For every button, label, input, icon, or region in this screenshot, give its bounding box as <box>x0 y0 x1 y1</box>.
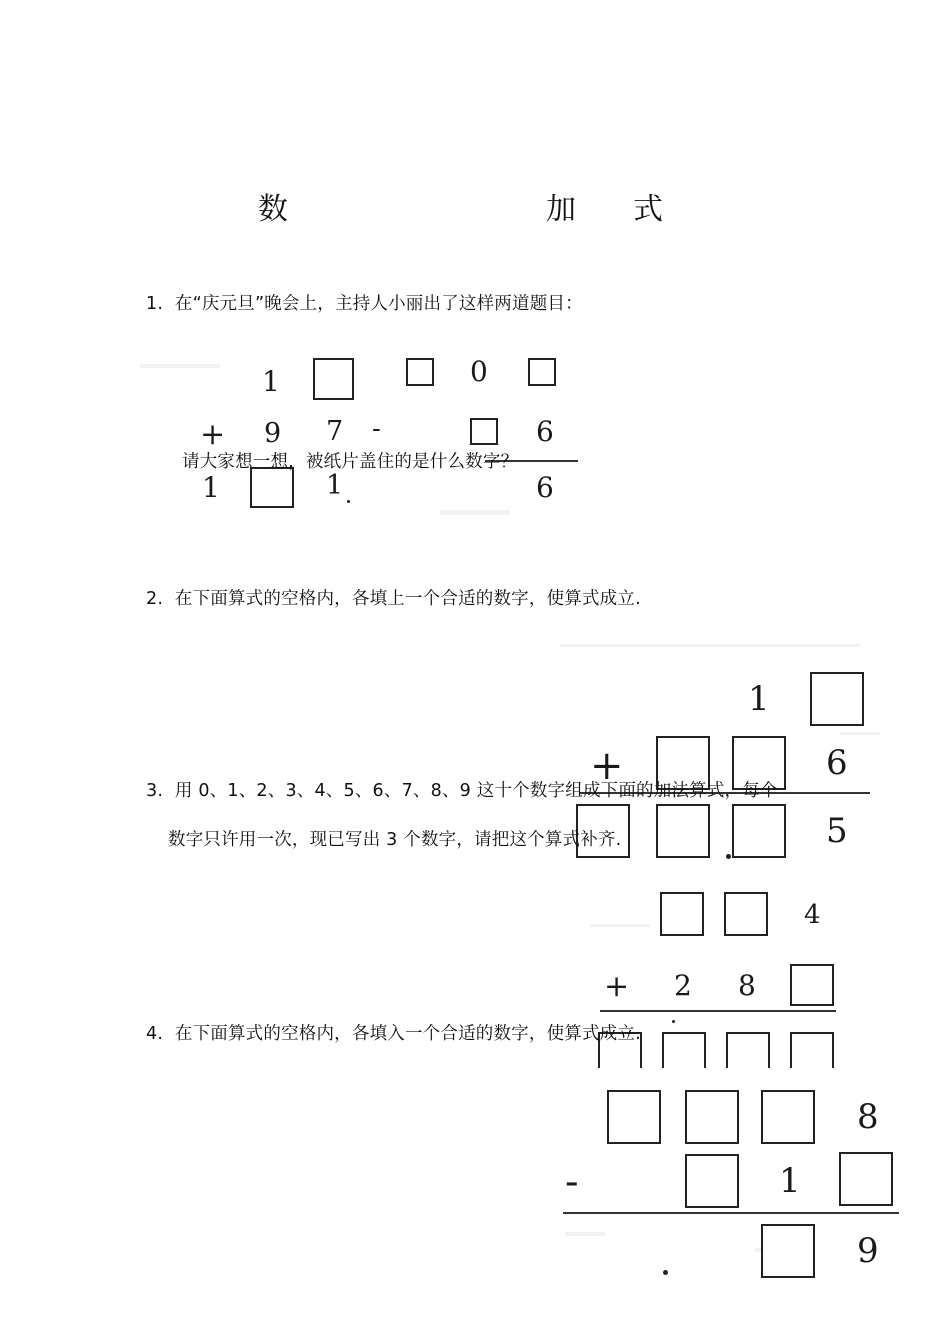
title-char-1: 数 <box>258 192 288 227</box>
blank-box <box>685 1154 739 1208</box>
title-char-3: 式 <box>633 192 663 227</box>
question-1-prompt: 请大家想一想，被纸片盖住的是什么数字？ <box>182 452 519 472</box>
plus-sign: + <box>604 969 630 1004</box>
blank-box <box>761 1090 815 1144</box>
puzzle-4-figure <box>555 1080 905 1290</box>
digit: 1 <box>779 1161 801 1201</box>
question-number: 1. <box>146 294 164 314</box>
puzzle-1-figure <box>140 350 580 530</box>
blank-box <box>470 418 498 445</box>
digit: 9 <box>857 1231 879 1271</box>
question-4 <box>146 1020 641 1045</box>
sum-line <box>600 1010 836 1012</box>
question-text: 用 0、1、2、3、4、5、6、7、8、9 这十个数字组成下面的加法算式，每个 <box>174 781 778 801</box>
digit: 0 <box>470 355 488 388</box>
digit: 8 <box>738 969 756 1002</box>
blank-box <box>839 1152 893 1206</box>
digit: 6 <box>826 743 848 783</box>
digit: 5 <box>826 811 848 851</box>
plus-sign: + <box>590 743 624 789</box>
question-text: 在“庆元旦”晚会上，主持人小丽出了这样两道题目： <box>174 294 583 314</box>
blank-box <box>724 892 768 936</box>
minus-sign: - <box>372 414 381 444</box>
blank-box <box>406 358 434 386</box>
blank-box <box>250 467 294 508</box>
title-char-2: 加 <box>546 192 576 227</box>
blank-box <box>660 892 704 936</box>
digit: 1 <box>748 679 770 719</box>
digit: 1 <box>326 470 344 501</box>
question-3 <box>146 777 778 802</box>
question-1 <box>146 290 583 315</box>
digit: 7 <box>326 416 344 447</box>
plus-sign: + <box>200 417 226 452</box>
digit: 9 <box>264 418 282 449</box>
digit: 4 <box>804 900 821 930</box>
question-3-line-2: 数字只许用一次，现已写出 3 个数字，请把这个算式补齐. <box>168 830 622 850</box>
blank-box <box>528 358 556 386</box>
digit: 1 <box>262 365 280 398</box>
blank-box <box>685 1090 739 1144</box>
blank-box <box>313 358 354 400</box>
sum-line <box>563 1212 899 1214</box>
blank-box <box>761 1224 815 1278</box>
question-text: 在下面算式的空格内，各填上一个合适的数字，使算式成立. <box>174 589 641 609</box>
blank-box <box>790 964 834 1006</box>
question-text: 在下面算式的空格内，各填入一个合适的数字，使算式成立. <box>174 1024 641 1044</box>
question-number: 2. <box>146 589 164 609</box>
digit: 2 <box>674 969 692 1002</box>
digit: 1 <box>202 471 220 504</box>
blank-box <box>656 804 710 858</box>
question-number: 4. <box>146 1024 164 1044</box>
question-2 <box>146 585 641 610</box>
blank-box <box>607 1090 661 1144</box>
digit: 6 <box>536 471 554 504</box>
blank-box <box>726 1032 770 1068</box>
question-number: 3. <box>146 781 164 801</box>
blank-box <box>810 672 864 726</box>
blank-box <box>662 1032 706 1068</box>
blank-box <box>790 1032 834 1068</box>
digit: 6 <box>536 415 554 448</box>
minus-sign: - <box>565 1159 579 1205</box>
blank-box <box>732 804 786 858</box>
digit: 8 <box>857 1097 879 1137</box>
